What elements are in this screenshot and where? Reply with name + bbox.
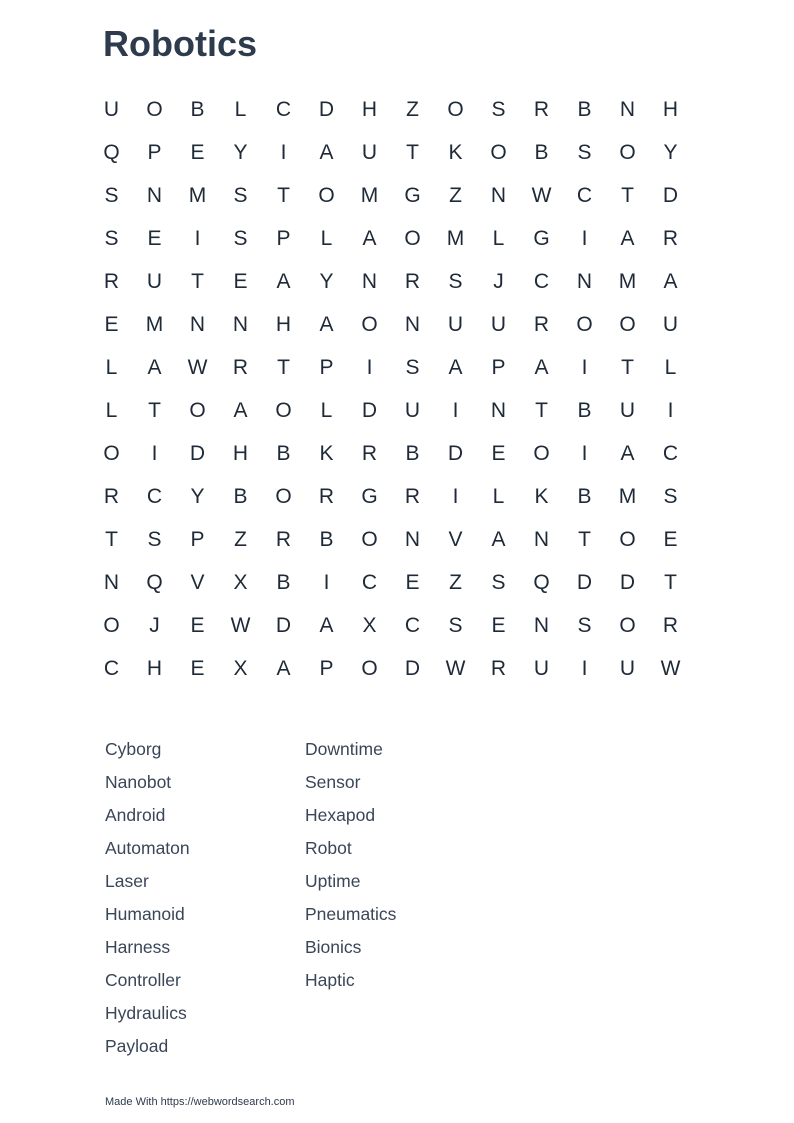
grid-cell[interactable]: A	[233, 399, 248, 422]
grid-row	[90, 260, 692, 303]
grid-cell[interactable]: T	[406, 141, 419, 164]
grid-cell[interactable]: N	[490, 184, 507, 207]
grid-cell[interactable]: S	[663, 485, 678, 508]
grid-cell[interactable]: R	[103, 485, 120, 508]
grid-cell[interactable]: R	[533, 313, 550, 336]
grid-cell[interactable]: B	[405, 442, 420, 465]
grid-cell[interactable]: S	[448, 614, 463, 637]
grid-cell[interactable]: T	[621, 356, 634, 379]
grid-cell[interactable]: T	[621, 184, 634, 207]
grid-cell[interactable]: A	[319, 141, 334, 164]
grid-cell[interactable]: D	[662, 184, 679, 207]
grid-cell[interactable]: B	[577, 485, 592, 508]
grid-cell[interactable]: B	[190, 98, 205, 121]
grid-cell[interactable]: A	[491, 528, 506, 551]
grid-row	[90, 561, 692, 604]
grid-cell[interactable]: O	[447, 98, 464, 121]
grid-cell[interactable]: N	[146, 184, 163, 207]
grid-cell[interactable]: V	[190, 571, 205, 594]
grid-cell[interactable]: B	[577, 399, 592, 422]
grid-cell[interactable]: S	[233, 227, 248, 250]
grid-cell[interactable]: I	[452, 399, 459, 422]
grid-cell[interactable]: M	[446, 227, 465, 250]
grid-cell[interactable]: O	[275, 485, 292, 508]
word-item: Hydraulics	[105, 1003, 187, 1023]
grid-cell[interactable]: Z	[406, 98, 419, 121]
grid-cell[interactable]: A	[534, 356, 549, 379]
grid-cell[interactable]: Z	[234, 528, 247, 551]
grid-cell[interactable]: H	[146, 657, 163, 680]
grid-cell[interactable]: X	[233, 657, 248, 680]
grid-cell[interactable]: B	[233, 485, 248, 508]
grid-cell[interactable]: W	[660, 657, 681, 680]
grid-cell[interactable]: G	[533, 227, 550, 250]
grid-cell[interactable]: A	[276, 270, 291, 293]
grid-cell[interactable]: R	[318, 485, 335, 508]
grid-cell[interactable]: N	[404, 528, 421, 551]
grid-cell[interactable]: S	[448, 270, 463, 293]
grid-cell[interactable]: O	[146, 98, 163, 121]
grid-cell[interactable]: L	[234, 98, 247, 121]
grid-cell[interactable]: O	[103, 442, 120, 465]
word-list-column-1	[105, 736, 305, 1066]
grid-cell[interactable]: C	[404, 614, 421, 637]
word-item: Payload	[105, 1036, 169, 1056]
word-item: Laser	[105, 871, 149, 891]
grid-cell[interactable]: U	[662, 313, 679, 336]
grid-cell[interactable]: N	[533, 528, 550, 551]
grid-cell[interactable]: O	[361, 657, 378, 680]
grid-cell[interactable]: R	[103, 270, 120, 293]
grid-cell[interactable]: P	[319, 657, 334, 680]
grid-cell[interactable]: I	[667, 399, 674, 422]
grid-cell[interactable]: A	[319, 313, 334, 336]
grid-cell[interactable]: D	[189, 442, 206, 465]
grid-cell[interactable]: S	[405, 356, 420, 379]
grid-cell[interactable]: P	[319, 356, 334, 379]
grid-cell[interactable]: P	[147, 141, 162, 164]
grid-cell[interactable]: D	[318, 98, 335, 121]
grid-cell[interactable]: C	[533, 270, 550, 293]
grid-cell[interactable]: P	[276, 227, 291, 250]
grid-cell[interactable]: H	[275, 313, 292, 336]
grid-cell[interactable]: K	[448, 141, 463, 164]
grid-row	[90, 518, 692, 561]
grid-cell[interactable]: V	[448, 528, 463, 551]
grid-cell[interactable]: S	[147, 528, 162, 551]
word-item: Nanobot	[105, 772, 172, 792]
word-item: Harness	[105, 937, 171, 957]
grid-cell[interactable]: Y	[663, 141, 678, 164]
grid-cell[interactable]: X	[233, 571, 248, 594]
grid-cell[interactable]: S	[104, 227, 119, 250]
grid-cell[interactable]: O	[576, 313, 593, 336]
grid-cell[interactable]: O	[275, 399, 292, 422]
page-title: Robotics	[103, 23, 258, 64]
grid-cell[interactable]: Z	[449, 184, 462, 207]
grid-cell[interactable]: D	[361, 399, 378, 422]
grid-cell[interactable]: O	[619, 614, 636, 637]
grid-cell[interactable]: E	[491, 614, 506, 637]
grid-cell[interactable]: C	[361, 571, 378, 594]
grid-cell[interactable]: R	[404, 485, 421, 508]
word-list-column-2	[305, 736, 505, 1066]
grid-cell[interactable]: J	[149, 614, 160, 637]
grid-cell[interactable]: Q	[103, 141, 120, 164]
grid-cell[interactable]: M	[360, 184, 379, 207]
word-item: Haptic	[305, 970, 355, 990]
word-item: Downtime	[305, 739, 383, 759]
grid-cell[interactable]: A	[147, 356, 162, 379]
grid-row	[90, 217, 692, 260]
grid-cell[interactable]: N	[189, 313, 206, 336]
word-item: Bionics	[305, 937, 362, 957]
grid-cell[interactable]: I	[581, 657, 588, 680]
grid-cell[interactable]: U	[533, 657, 550, 680]
grid-cell[interactable]: R	[232, 356, 249, 379]
grid-cell[interactable]: E	[663, 528, 678, 551]
word-item: Sensor	[305, 772, 361, 792]
grid-cell[interactable]: E	[491, 442, 506, 465]
grid-cell[interactable]: I	[280, 141, 287, 164]
grid-cell[interactable]: M	[618, 270, 637, 293]
grid-cell[interactable]: O	[619, 313, 636, 336]
grid-cell[interactable]: A	[319, 614, 334, 637]
grid-cell[interactable]: U	[103, 98, 120, 121]
grid-row	[90, 131, 692, 174]
grid-cell[interactable]: O	[533, 442, 550, 465]
grid-cell[interactable]: N	[404, 313, 421, 336]
grid-cell[interactable]: A	[620, 442, 635, 465]
grid-cell[interactable]: N	[103, 571, 120, 594]
grid-cell[interactable]: N	[533, 614, 550, 637]
grid-cell[interactable]: A	[276, 657, 291, 680]
word-item: Humanoid	[105, 904, 185, 924]
grid-row	[90, 88, 692, 131]
grid-cell[interactable]: B	[577, 98, 592, 121]
grid-cell[interactable]: L	[320, 399, 333, 422]
grid-cell[interactable]: L	[320, 227, 333, 250]
grid-cell[interactable]: I	[581, 356, 588, 379]
grid-cell[interactable]: E	[190, 614, 205, 637]
grid-cell[interactable]: O	[619, 528, 636, 551]
grid-cell[interactable]: E	[104, 313, 119, 336]
grid-cell[interactable]: T	[277, 184, 290, 207]
grid-cell[interactable]: H	[662, 98, 679, 121]
grid-cell[interactable]: L	[105, 356, 118, 379]
grid-cell[interactable]: C	[275, 98, 292, 121]
word-item: Android	[105, 805, 166, 825]
grid-cell[interactable]: Z	[449, 571, 462, 594]
grid-cell[interactable]: O	[189, 399, 206, 422]
grid-cell[interactable]: A	[448, 356, 463, 379]
grid-cell[interactable]: O	[361, 313, 378, 336]
grid-cell[interactable]: D	[447, 442, 464, 465]
word-item: Cyborg	[105, 739, 162, 759]
grid-cell[interactable]: E	[233, 270, 248, 293]
grid-cell[interactable]: U	[447, 313, 464, 336]
word-list	[105, 736, 505, 1066]
word-item: Hexapod	[305, 805, 376, 825]
grid-cell[interactable]: R	[361, 442, 378, 465]
grid-cell[interactable]: A	[620, 227, 635, 250]
grid-row	[90, 475, 692, 518]
grid-cell[interactable]: D	[404, 657, 421, 680]
grid-cell[interactable]: R	[662, 614, 679, 637]
grid-cell[interactable]: U	[361, 141, 378, 164]
grid-cell[interactable]: O	[103, 614, 120, 637]
grid-cell[interactable]: N	[361, 270, 378, 293]
grid-cell[interactable]: G	[404, 184, 421, 207]
grid-cell[interactable]: E	[147, 227, 162, 250]
grid-cell[interactable]: D	[576, 571, 593, 594]
grid-cell[interactable]: R	[404, 270, 421, 293]
grid-cell[interactable]: L	[105, 399, 118, 422]
grid-cell[interactable]: S	[577, 141, 592, 164]
grid-cell[interactable]: B	[276, 442, 291, 465]
grid-cell[interactable]: E	[190, 657, 205, 680]
grid-cell[interactable]: K	[534, 485, 549, 508]
grid-row	[90, 174, 692, 217]
grid-cell[interactable]: N	[232, 313, 249, 336]
grid-cell[interactable]: T	[148, 399, 161, 422]
grid-row	[90, 346, 692, 389]
grid-cell[interactable]: Y	[190, 485, 205, 508]
grid-cell[interactable]: T	[578, 528, 591, 551]
grid-cell[interactable]: S	[233, 184, 248, 207]
word-item: Controller	[105, 970, 181, 990]
grid-cell[interactable]: N	[490, 399, 507, 422]
grid-row	[90, 389, 692, 432]
grid-cell[interactable]: O	[318, 184, 335, 207]
word-item: Pneumatics	[305, 904, 397, 924]
grid-cell[interactable]: N	[619, 98, 636, 121]
grid-cell[interactable]: O	[490, 141, 507, 164]
letter-grid	[90, 88, 692, 690]
grid-cell[interactable]: I	[194, 227, 201, 250]
grid-cell[interactable]: C	[576, 184, 593, 207]
grid-cell[interactable]: O	[619, 141, 636, 164]
grid-cell[interactable]: U	[404, 399, 421, 422]
grid-row	[90, 604, 692, 647]
grid-cell[interactable]: B	[276, 571, 291, 594]
grid-cell[interactable]: W	[531, 184, 552, 207]
grid-cell[interactable]: A	[663, 270, 678, 293]
grid-cell[interactable]: Q	[146, 571, 163, 594]
grid-cell[interactable]: M	[618, 485, 637, 508]
grid-cell[interactable]: L	[492, 227, 505, 250]
grid-cell[interactable]: E	[405, 571, 420, 594]
grid-cell[interactable]: E	[190, 141, 205, 164]
grid-cell[interactable]: W	[230, 614, 251, 637]
grid-row	[90, 647, 692, 690]
word-item: Uptime	[305, 871, 361, 891]
grid-cell[interactable]: P	[190, 528, 205, 551]
grid-cell[interactable]: G	[361, 485, 378, 508]
grid-cell[interactable]: L	[492, 485, 505, 508]
grid-cell[interactable]: K	[319, 442, 334, 465]
grid-cell[interactable]: T	[105, 528, 118, 551]
grid-cell[interactable]: W	[445, 657, 466, 680]
grid-cell[interactable]: I	[151, 442, 158, 465]
grid-cell[interactable]: S	[104, 184, 119, 207]
grid-row	[90, 303, 692, 346]
grid-cell[interactable]: O	[404, 227, 421, 250]
grid-cell[interactable]: I	[366, 356, 373, 379]
grid-cell[interactable]: U	[619, 399, 636, 422]
grid-cell[interactable]: R	[490, 657, 507, 680]
grid-cell[interactable]: X	[362, 614, 377, 637]
grid-cell[interactable]: Y	[233, 141, 248, 164]
grid-cell[interactable]: I	[581, 227, 588, 250]
grid-cell[interactable]: W	[187, 356, 208, 379]
grid-cell[interactable]: H	[361, 98, 378, 121]
grid-cell[interactable]: H	[232, 442, 249, 465]
grid-cell[interactable]: Y	[319, 270, 334, 293]
word-item: Robot	[305, 838, 352, 858]
grid-cell[interactable]: O	[361, 528, 378, 551]
grid-row	[90, 432, 692, 475]
grid-cell[interactable]: R	[662, 227, 679, 250]
grid-cell[interactable]: M	[188, 184, 207, 207]
grid-cell[interactable]: I	[452, 485, 459, 508]
grid-cell[interactable]: S	[491, 571, 506, 594]
grid-cell[interactable]: B	[319, 528, 334, 551]
grid-cell[interactable]: C	[103, 657, 120, 680]
grid-cell[interactable]: M	[145, 313, 164, 336]
grid-cell[interactable]: N	[576, 270, 593, 293]
grid-cell[interactable]: B	[534, 141, 549, 164]
footer-credit: Made With https://webwordsearch.com	[105, 1096, 295, 1108]
grid-cell[interactable]: D	[275, 614, 292, 637]
grid-cell[interactable]: C	[146, 485, 163, 508]
grid-cell[interactable]: U	[146, 270, 163, 293]
grid-cell[interactable]: A	[362, 227, 377, 250]
grid-cell[interactable]: S	[491, 98, 506, 121]
grid-cell[interactable]: D	[619, 571, 636, 594]
grid-cell[interactable]: T	[535, 399, 548, 422]
grid-cell[interactable]: I	[323, 571, 330, 594]
grid-cell[interactable]: U	[490, 313, 507, 336]
grid-cell[interactable]: T	[664, 571, 677, 594]
grid-cell[interactable]: Q	[533, 571, 550, 594]
grid-cell[interactable]: R	[275, 528, 292, 551]
grid-cell[interactable]: S	[577, 614, 592, 637]
grid-cell[interactable]: J	[493, 270, 504, 293]
grid-cell[interactable]: L	[664, 356, 677, 379]
grid-cell[interactable]: C	[662, 442, 679, 465]
grid-cell[interactable]: P	[491, 356, 506, 379]
grid-cell[interactable]: T	[277, 356, 290, 379]
grid-cell[interactable]: T	[191, 270, 204, 293]
grid-cell[interactable]: I	[581, 442, 588, 465]
grid-cell[interactable]: R	[533, 98, 550, 121]
grid-cell[interactable]: U	[619, 657, 636, 680]
word-item: Automaton	[105, 838, 190, 858]
